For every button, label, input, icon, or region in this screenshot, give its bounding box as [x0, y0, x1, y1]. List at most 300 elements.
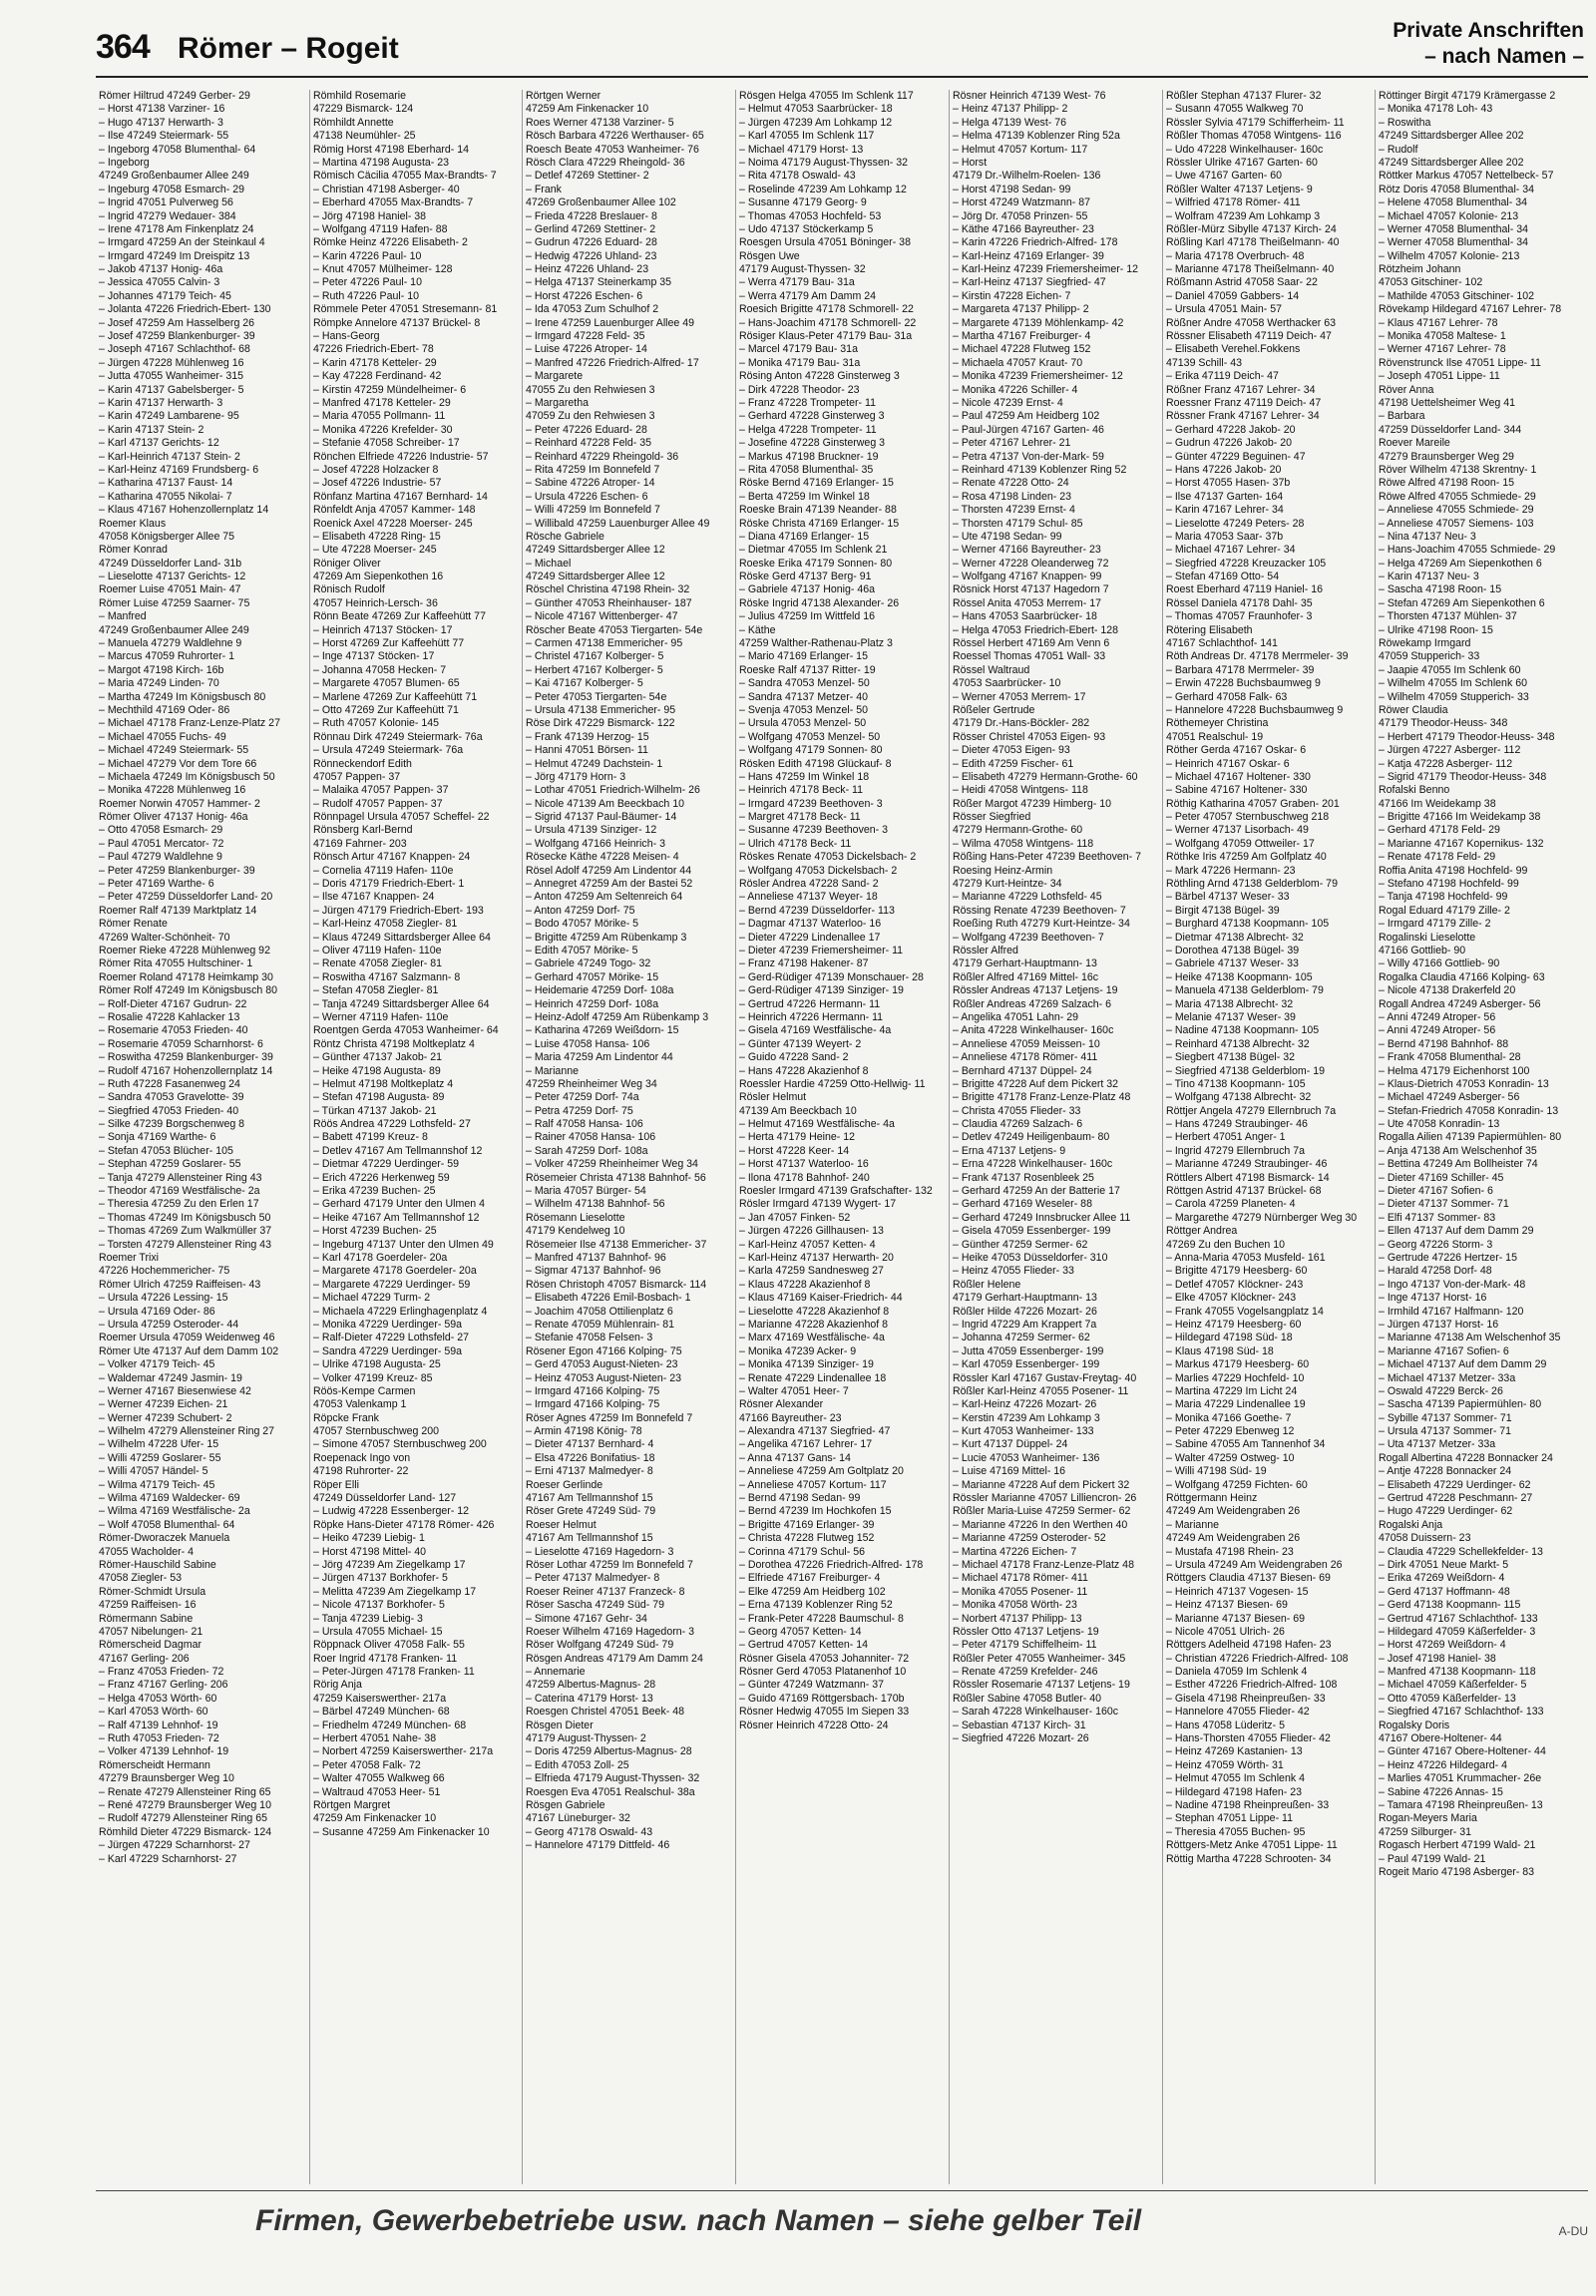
listing-entry: Röpke Hans-Dieter 47178 Römer- 426 [313, 1518, 495, 1531]
listing-entry: Rösecke Käthe 47228 Meisen- 4 [526, 851, 679, 864]
listing-entry: – Siegfried 47138 Gelderblom- 19 [1166, 1064, 1326, 1077]
listing-entry: – Volker 47139 Lehnhof- 19 [99, 1745, 229, 1758]
listing-entry: Rösler Irmgard 47139 Wygert- 17 [739, 1198, 897, 1211]
listing-entry: – Walter 47259 Ostweg- 10 [1166, 1451, 1295, 1464]
listing-entry: – Nicole 47138 Drakerfeld 20 [1379, 984, 1516, 997]
listing-entry: Roesing Heinz-Armin [953, 864, 1053, 877]
listing-entry: – Helga 47139 West- 76 [953, 116, 1067, 129]
listing-entry: Röwe Alfred 47198 Roon- 15 [1379, 477, 1515, 490]
listing-entry: – Harald 47258 Dorf- 48 [1379, 1265, 1492, 1278]
listing-entry: – Erna 47139 Koblenzer Ring 52 [739, 1599, 893, 1612]
listing-entry: – Erika 47269 Weißdorn- 4 [1379, 1572, 1505, 1585]
listing-entry: Rönisch Rudolf [313, 583, 385, 596]
listing-entry: Roer Ingrid 47178 Franken- 11 [313, 1652, 458, 1665]
listing-entry: – Thomas 47249 Im Königsbusch 50 [99, 1211, 271, 1224]
listing-entry: – Herbert 47179 Theodor-Heuss- 348 [1379, 730, 1555, 743]
listing-entry: Rösken Edith 47198 Glückauf- 8 [739, 757, 892, 770]
listing-entry: – Michael 47229 Turm- 2 [313, 1292, 431, 1305]
listing-entry: – Sandra 47229 Uerdinger- 59a [313, 1344, 463, 1357]
listing-column [1162, 90, 1373, 2184]
listing-entry: – Peter-Jürgen 47178 Franken- 11 [313, 1666, 475, 1679]
listing-entry: – Svenja 47053 Menzel- 50 [739, 703, 868, 716]
listing-entry: – Renate 47259 Krefelder- 246 [953, 1666, 1098, 1679]
listing-entry: Röser Wolfgang 47249 Süd- 79 [526, 1639, 674, 1652]
listing-entry: – Heinz 47137 Biesen- 69 [1166, 1599, 1288, 1612]
listing-entry: – Sigrid 47179 Theodor-Heuss- 348 [1379, 770, 1547, 783]
listing-entry: Rogasch Herbert 47199 Wald- 21 [1379, 1839, 1536, 1852]
listing-entry: 47279 Braunsberger Weg 10 [99, 1772, 234, 1785]
listing-entry: – Barbara 47178 Merrmeler- 39 [1166, 663, 1315, 676]
listing-entry: – Marcel 47179 Bau- 31a [739, 343, 858, 356]
listing-entry: Roffia Anita 47198 Hochfeld- 99 [1379, 864, 1528, 877]
listing-entry: – Gerlind 47269 Stettiner- 2 [526, 222, 656, 235]
listing-entry: Röttgen Astrid 47137 Brückel- 68 [1166, 1185, 1322, 1198]
listing-entry: – Helmut 47053 Saarbrücker- 18 [739, 103, 893, 116]
listing-entry: 47279 Braunsberger Weg 29 [1379, 450, 1514, 463]
listing-entry: – Karl-Heinz 47169 Frundsberg- 6 [99, 463, 259, 476]
listing-entry: – Manuela 47279 Waldlehne 9 [99, 637, 242, 650]
listing-entry: – Ingeburg 47058 Esmarch- 29 [99, 183, 245, 195]
listing-entry: 47167 Obere-Holtener- 44 [1379, 1732, 1502, 1745]
listing-entry: Rößeler Gertrude [953, 703, 1035, 716]
listing-entry: Rößler Sabine 47058 Butler- 40 [953, 1692, 1101, 1705]
listing-entry: Roeske Erika 47179 Sonnen- 80 [739, 557, 893, 570]
listing-entry: – Josef 47198 Haniel- 38 [1379, 1652, 1496, 1665]
listing-entry: – Petra 47259 Dorf- 75 [526, 1104, 633, 1117]
listing-entry: Rösemann Lieselotte [526, 1211, 625, 1224]
listing-entry: – Margareta 47137 Philipp- 2 [953, 303, 1089, 316]
listing-entry: – Michael 47249 Asberger- 56 [1379, 1091, 1520, 1104]
listing-entry: – Sarah 47259 Dorf- 108a [526, 1144, 648, 1157]
listing-entry: Roesler Irmgard 47139 Grafschafter- 132 [739, 1185, 933, 1198]
listing-entry: – Markus 47198 Bruckner- 19 [739, 450, 879, 463]
listing-entry: Röper Elli [313, 1478, 359, 1491]
listing-entry: 47198 Uettelsheimer Weg 41 [1379, 396, 1516, 409]
listing-entry: – Franz 47228 Trompeter- 11 [739, 396, 877, 409]
listing-entry: – Ruth 47053 Frieden- 72 [99, 1732, 219, 1745]
listing-entry: – Heinrich 47167 Oskar- 6 [1166, 757, 1290, 770]
listing-entry: – Michael 47179 Horst- 13 [739, 143, 864, 156]
listing-column [522, 90, 732, 2184]
listing-entry: – Johannes 47179 Teich- 45 [99, 289, 231, 302]
listing-entry: – Sandra 47053 Gravelotte- 39 [99, 1091, 244, 1104]
listing-entry: – Jürgen 47229 Scharnhorst- 27 [99, 1839, 250, 1852]
listing-entry: – Horst 47228 Keer- 14 [739, 1144, 850, 1157]
listing-entry: – Monika 47239 Acker- 9 [739, 1344, 857, 1357]
listing-entry: – Frank 47137 Rosenbleek 25 [953, 1171, 1094, 1184]
listing-entry: – Bernd 47198 Sedan- 99 [739, 1492, 861, 1505]
listing-entry: – Jürgen 47137 Horst- 16 [1379, 1318, 1499, 1331]
listing-entry: – Peter 47226 Eduard- 28 [526, 423, 647, 436]
listing-entry: – Jakob 47137 Honig- 46a [99, 263, 223, 276]
listing-entry: – Norbert 47259 Kaiserswerther- 217a [313, 1745, 494, 1758]
listing-entry: – Angelika 47051 Lahn- 29 [953, 1010, 1079, 1023]
listing-entry: – Gerhard 47249 Innsbrucker Allee 11 [953, 1211, 1131, 1224]
listing-entry: – Elfi 47137 Sommer- 83 [1379, 1211, 1496, 1224]
listing-entry: – Josef 47259 Am Hasselberg 26 [99, 316, 255, 329]
listing-entry: – Joachim 47058 Ottilienplatz 6 [526, 1305, 673, 1318]
listing-entry: – Klaus 47228 Akazienhof 8 [739, 1278, 871, 1291]
listing-entry: Röttker Markus 47057 Nettelbeck- 57 [1379, 170, 1554, 183]
listing-entry: – Manfred 47138 Koopmann- 118 [1379, 1666, 1536, 1679]
listing-entry: 47058 Königsberger Allee 75 [99, 530, 235, 543]
listing-entry: – Thorsten 47239 Ernst- 4 [953, 504, 1075, 517]
listing-entry: – Kay 47228 Ferdinand- 42 [313, 370, 442, 383]
listing-entry: – Mathilde 47053 Gitschiner- 102 [1379, 289, 1535, 302]
section-title-line-1: Private Anschriften [1393, 19, 1584, 42]
listing-entry: – Rolf-Dieter 47167 Gudrun- 22 [99, 997, 247, 1010]
listing-entry: – Hans-Joachim 47055 Schmiede- 29 [1379, 544, 1556, 557]
listing-entry: – Werner 47166 Bayreuther- 23 [953, 544, 1101, 557]
listing-entry: – Horst 47138 Varziner- 16 [99, 103, 225, 116]
listing-entry: Rößler Karl-Heinz 47055 Posener- 11 [953, 1384, 1129, 1397]
listing-entry: Rössner Elisabeth 47119 Deich- 47 [1166, 330, 1332, 343]
listing-entry: 47167 Schlachthof- 141 [1166, 637, 1278, 650]
listing-entry: Römig Horst 47198 Eberhard- 14 [313, 143, 470, 156]
listing-entry: – Volker 47259 Rheinheimer Weg 34 [526, 1158, 698, 1171]
listing-entry: – Klaus 47167 Lehrer- 78 [1379, 316, 1498, 329]
listing-entry: – Tanja 47239 Liebig- 3 [313, 1612, 423, 1625]
listing-entry: – Maria 47178 Overbruch- 48 [1166, 249, 1305, 262]
listing-entry: Roesgen Christel 47051 Beek- 48 [526, 1706, 685, 1719]
listing-entry: – Monika 47226 Schiller- 4 [953, 383, 1078, 396]
listing-entry: – Ursula 47139 Sinziger- 12 [526, 824, 657, 837]
section-title-line-2: – nach Namen – [1424, 45, 1584, 68]
listing-entry: – Inge 47137 Stöcken- 17 [313, 650, 435, 663]
listing-entry: 47279 Hermann-Grothe- 60 [953, 824, 1083, 837]
listing-entry: – Rosemarie 47059 Scharnhorst- 6 [99, 1037, 263, 1050]
listing-entry: – Michael 47057 Kolonie- 213 [1379, 209, 1519, 222]
listing-entry: Röös-Kempe Carmen [313, 1384, 416, 1397]
listing-entry: – Erna 47137 Letjens- 9 [953, 1144, 1066, 1157]
listing-entry: Röttgers Adelheid 47198 Hafen- 23 [1166, 1639, 1332, 1652]
listing-entry: 47249 Sittardsberger Allee 12 [526, 571, 665, 583]
listing-entry: – Michael 47167 Lehrer- 34 [1166, 544, 1296, 557]
listing-entry: – Guido 47169 Röttgersbach- 170b [739, 1692, 905, 1705]
listing-entry: – Werra 47179 Am Damm 24 [739, 289, 876, 302]
listing-entry: – Thorsten 47179 Schul- 85 [953, 517, 1083, 530]
listing-entry: – Peter 47167 Lehrer- 21 [953, 437, 1071, 450]
listing-entry: – Gabriele 47137 Weser- 33 [1166, 957, 1299, 970]
listing-entry: – Klaus 47198 Süd- 18 [1166, 1344, 1274, 1357]
listing-entry: – Georg 47226 Storm- 3 [1379, 1238, 1493, 1251]
listing-entry: – Dietmar 47055 Im Schlenk 21 [739, 544, 888, 557]
listing-entry: 47179 Dr.-Hans-Böckler- 282 [953, 717, 1090, 730]
listing-entry: – Gerd-Rüdiger 47139 Sinziger- 19 [739, 984, 904, 997]
listing-entry: – Sigrid 47137 Paul-Bäumer- 14 [526, 811, 677, 824]
listing-entry: – Alexandra 47137 Siegfried- 47 [739, 1425, 891, 1438]
listing-entry: Roemer Rieke 47228 Mühlenweg 92 [99, 945, 270, 957]
listing-entry: – Claudia 47229 Schellekfelder- 13 [1379, 1545, 1543, 1558]
listing-entry: – Anneliese 47137 Weyer- 18 [739, 891, 878, 904]
listing-entry: – Susann 47055 Walkweg 70 [1166, 103, 1304, 116]
listing-entry: 47053 Valenkamp 1 [313, 1398, 407, 1411]
listing-entry: – Stefan 47169 Otto- 54 [1166, 571, 1280, 583]
listing-entry: – Michael 47059 Käßerfelder- 5 [1379, 1679, 1527, 1692]
listing-entry: – Udo 47228 Winkelhauser- 160c [1166, 143, 1324, 156]
listing-entry: – Elisabeth 47229 Uerdinger- 62 [1379, 1478, 1531, 1491]
listing-entry: – Gerhard 47179 Unter den Ulmen 4 [313, 1198, 485, 1211]
listing-entry: – Bernd 47239 Düsseldorfer- 113 [739, 904, 895, 917]
listing-entry: – Joseph 47051 Lippe- 11 [1379, 370, 1500, 383]
listing-entry: – Ingo 47137 Von-der-Mark- 48 [1379, 1278, 1526, 1291]
listing-entry: – Günter 47229 Beguinen- 47 [1166, 450, 1306, 463]
listing-entry: Röthling Arnd 47138 Gelderblom- 79 [1166, 878, 1338, 891]
listing-entry: – Ilse 47137 Garten- 164 [1166, 490, 1284, 503]
listing-entry: Rössler Karl 47167 Gustav-Freytag- 40 [953, 1371, 1137, 1384]
listing-entry: – Ruth 47228 Fasanenweg 24 [99, 1077, 240, 1090]
listing-entry: – Hans-Joachim 47178 Schmorell- 22 [739, 316, 917, 329]
listing-entry: 47226 Hochemmericher- 75 [99, 1265, 230, 1278]
listing-entry: 47226 Friedrich-Ebert- 78 [313, 343, 434, 356]
listing-entry: Rösch Clara 47229 Rheingold- 36 [526, 156, 685, 169]
listing-entry: Rösemeier Christa 47138 Bahnhof- 56 [526, 1171, 706, 1184]
listing-entry: – Hans-Thorsten 47055 Flieder- 42 [1166, 1732, 1331, 1745]
listing-entry: – Ulrike 47198 Roon- 15 [1379, 623, 1493, 636]
listing-entry: – Christa 47055 Flieder- 33 [953, 1104, 1081, 1117]
listing-entry: Röthemeyer Christina [1166, 717, 1269, 730]
listing-entry: 47259 Am Finkenacker 10 [313, 1812, 437, 1825]
listing-entry: – Sandra 47053 Menzel- 50 [739, 677, 870, 690]
listing-entry: Rogall Andrea 47249 Asberger- 56 [1379, 997, 1541, 1010]
listing-entry: – Cornelia 47119 Hafen- 110e [313, 864, 454, 877]
listing-entry: 47249 Düsseldorfer Land- 127 [313, 1492, 457, 1505]
listing-entry: – Annemarie [526, 1666, 586, 1679]
listing-entry: – Klaus-Dietrich 47053 Konradin- 13 [1379, 1077, 1549, 1090]
listing-entry: – Gisela 47198 Rheinpreußen- 33 [1166, 1692, 1326, 1705]
listing-entry: – Anni 47249 Atroper- 56 [1379, 1024, 1496, 1037]
listing-entry: – Sonja 47169 Warthe- 6 [99, 1131, 216, 1144]
listing-entry: – Irmgard 47259 An der Steinkaul 4 [99, 236, 265, 249]
listing-entry: – Anneliese 47178 Römer- 411 [953, 1051, 1098, 1064]
listing-entry: – Rita 47178 Oswald- 43 [739, 170, 856, 183]
listing-entry: – Jan 47057 Finken- 52 [739, 1211, 851, 1224]
listing-entry: Roeser Gerlinde [526, 1478, 603, 1491]
listing-entry: – Karl 47229 Scharnhorst- 27 [99, 1852, 237, 1865]
listing-entry: – Elisabeth 47279 Hermann-Grothe- 60 [953, 770, 1138, 783]
listing-entry: – Ursula 47053 Menzel- 50 [739, 717, 867, 730]
listing-entry: – Roswitha 47259 Blankenburger- 39 [99, 1051, 273, 1064]
listing-entry: Rötz Doris 47058 Blumenthal- 34 [1379, 183, 1535, 195]
listing-entry: – Detlev 47249 Heiligenbaum- 80 [953, 1131, 1110, 1144]
listing-entry: – Uta 47137 Metzer- 33a [1379, 1438, 1496, 1451]
listing-entry: – Gerhard 47178 Feld- 29 [1379, 824, 1500, 837]
listing-entry: – Ingeborg [99, 156, 150, 169]
listing-entry: Rößler Walter 47137 Letjens- 9 [1166, 183, 1313, 195]
listing-entry: – Ingrid 47051 Pulverweg 56 [99, 196, 233, 209]
listing-entry: Rössel Waltraud [953, 663, 1030, 676]
listing-entry: – Sigmar 47137 Bahnhof- 96 [526, 1265, 661, 1278]
listing-entry: – Brigitte 47228 Auf dem Pickert 32 [953, 1077, 1119, 1090]
listing-entry: – Helga 47137 Steinerkamp 35 [526, 276, 672, 289]
listing-entry: – Bernd 47198 Bahnhof- 88 [1379, 1037, 1509, 1050]
listing-entry: – Monika 47226 Krefelder- 30 [313, 423, 453, 436]
listing-entry: Rösner Alexander [739, 1398, 824, 1411]
listing-entry: Röske Christa 47169 Erlanger- 15 [739, 517, 900, 530]
listing-entry: – Irmgard 47179 Zille- 2 [1379, 918, 1491, 931]
listing-entry: – Luise 47058 Hansa- 106 [526, 1037, 650, 1050]
listing-entry: Römer-Schmidt Ursula [99, 1585, 206, 1598]
listing-entry: – Nicole 47239 Ernst- 4 [953, 396, 1063, 409]
listing-entry: – Susanne 47179 Georg- 9 [739, 196, 867, 209]
listing-entry: Röser Agnes 47259 Im Bonnefeld 7 [526, 1411, 693, 1424]
listing-entry: – Rita 47058 Blumenthal- 35 [739, 463, 874, 476]
listing-entry: – Hans 47249 Straubinger- 46 [1166, 1118, 1308, 1131]
listing-entry: Römerscheidt Hermann [99, 1758, 210, 1771]
listing-entry: – Frank [526, 183, 562, 195]
listing-entry: – Irmgard 47249 Im Dreispitz 13 [99, 249, 250, 262]
listing-entry: – Udo 47137 Stöckerkamp 5 [739, 222, 874, 235]
listing-entry: – Irmgard 47228 Feld- 35 [526, 330, 645, 343]
listing-entry: – Gerhard 47058 Falk- 63 [1166, 690, 1288, 703]
listing-entry: – Werner 47058 Blumenthal- 34 [1379, 222, 1528, 235]
listing-entry: Römke Heinz 47226 Elisabeth- 2 [313, 236, 468, 249]
listing-entry: Rogal Eduard 47179 Zille- 2 [1379, 904, 1510, 917]
listing-entry: – Gerhard 47228 Jakob- 20 [1166, 423, 1296, 436]
listing-entry: Römhildt Annette [313, 116, 394, 129]
listing-entry: – Nadine 47198 Rheinpreußen- 33 [1166, 1799, 1330, 1811]
listing-entry: – Simone 47057 Sternbuschweg 200 [313, 1438, 487, 1451]
listing-entry: 47269 Walter-Schönheit- 70 [99, 931, 230, 944]
listing-entry: – Siegfried 47226 Mozart- 26 [953, 1732, 1089, 1745]
listing-entry: – Ursula 47051 Main- 57 [1166, 303, 1283, 316]
listing-entry: Rörtgen Werner [526, 90, 601, 102]
listing-entry: Röwer Claudia [1379, 703, 1448, 716]
listing-entry: Rösing Anton 47228 Ginsterweg 3 [739, 370, 900, 383]
listing-entry: – Marlies 47229 Hochfeld- 10 [1166, 1371, 1305, 1384]
listing-entry: – Ingrid 47279 Ellernbruch 7a [1166, 1144, 1305, 1157]
listing-entry: – Carola 47259 Planeten- 4 [1166, 1198, 1296, 1211]
listing-entry: Rogan-Meyers Maria [1379, 1812, 1477, 1825]
listing-entry: – Günther 47137 Jakob- 21 [313, 1051, 442, 1064]
listing-entry: 47057 Pappen- 37 [313, 770, 401, 783]
listing-entry: – Paul-Jürgen 47167 Garten- 46 [953, 423, 1104, 436]
listing-entry: 47259 Rheinheimer Weg 34 [526, 1077, 657, 1090]
listing-entry: – Manuela 47138 Gelderblom- 79 [1166, 984, 1324, 997]
listing-entry: Roemer Roland 47178 Heimkamp 30 [99, 970, 273, 983]
listing-entry: – Karin 47226 Paul- 10 [313, 249, 422, 262]
listing-entry: – Lieselotte 47228 Akazienhof 8 [739, 1305, 890, 1318]
listing-entry: – Mark 47226 Hermann- 23 [1166, 864, 1296, 877]
listing-entry: – Willi 47057 Händel- 5 [99, 1465, 208, 1478]
listing-entry: Römer Rolf 47249 Im Königsbusch 80 [99, 984, 278, 997]
listing-entry: Röttgermann Heinz [1166, 1492, 1258, 1505]
listing-entry: – Gerd 47138 Koopmann- 115 [1379, 1599, 1521, 1612]
listing-entry: – Erika 47239 Buchen- 25 [313, 1185, 436, 1198]
listing-entry: – Christian 47198 Asberger- 40 [313, 183, 460, 195]
listing-entry: – Wilhelm 47055 Im Schlenk 60 [1379, 677, 1527, 690]
listing-entry: Rösler Andrea 47228 Sand- 2 [739, 878, 879, 891]
listing-entry: – Marianne 47229 Lothsfeld- 45 [953, 891, 1102, 904]
listing-entry: – Detlef 47269 Stettiner- 2 [526, 170, 649, 183]
listing-entry: Rössler Marianne 47057 Lilliencron- 26 [953, 1492, 1137, 1505]
listing-entry: – Lieselotte 47169 Hagedorn- 3 [526, 1545, 674, 1558]
listing-entry: Rössler Sylvia 47179 Schifferheim- 11 [1166, 116, 1345, 129]
listing-entry: – Noima 47179 August-Thyssen- 32 [739, 156, 909, 169]
listing-entry: Roesch Beate 47053 Wanheimer- 76 [526, 143, 699, 156]
listing-entry: – Daniel 47059 Gabbers- 14 [1166, 289, 1300, 302]
listing-entry: – Werner 47119 Hafen- 110e [313, 1010, 449, 1023]
listing-entry: – Waldemar 47249 Jasmin- 19 [99, 1371, 242, 1384]
listing-entry: – Norbert 47137 Philipp- 13 [953, 1612, 1082, 1625]
listing-entry: – Michael 47249 Steiermark- 55 [99, 744, 249, 757]
listing-entry: – Elfriede 47167 Freiburger- 4 [739, 1572, 881, 1585]
listing-entry: – Stefan 47058 Ziegler- 81 [313, 984, 439, 997]
listing-entry: 47051 Realschul- 19 [1166, 730, 1264, 743]
listing-entry: – Karl-Heinz 47239 Friemersheimer- 12 [953, 263, 1139, 276]
listing-entry: 47249 Großenbaumer Allee 249 [99, 170, 249, 183]
listing-entry: – Sascha 47198 Roon- 15 [1379, 583, 1502, 596]
listing-entry: – Jürgen 47227 Asberger- 112 [1379, 744, 1521, 757]
listing-entry: Rösgen Helga 47055 Im Schlenk 117 [739, 90, 914, 102]
listing-entry: – Torsten 47279 Allensteiner Ring 43 [99, 1238, 271, 1251]
listing-entry: – Stephan 47051 Lippe- 11 [1166, 1812, 1294, 1825]
listing-entry: – Markus 47179 Heesberg- 60 [1166, 1358, 1310, 1371]
listing-entry: – Michael 47178 Römer- 411 [953, 1572, 1088, 1585]
listing-entry: Römer Renate [99, 918, 168, 931]
listing-entry: Rößner Franz 47167 Lehrer- 34 [1166, 383, 1316, 396]
listing-entry: Rössler Ulrike 47167 Garten- 60 [1166, 156, 1318, 169]
listing-entry: Römhild Dieter 47229 Bismarck- 124 [99, 1825, 272, 1838]
listing-entry: – Herbert 47051 Nahe- 38 [313, 1732, 437, 1745]
listing-entry: – Marianne 47137 Biesen- 69 [1166, 1612, 1305, 1625]
listing-entry: – Josefine 47228 Ginsterweg 3 [739, 437, 886, 450]
listing-entry: Roessel Thomas 47051 Wall- 33 [953, 650, 1106, 663]
listing-entry: – Ursula 47226 Lessing- 15 [99, 1292, 228, 1305]
listing-entry: Röttgers-Metz Anke 47051 Lippe- 11 [1166, 1839, 1338, 1852]
listing-column [309, 90, 520, 2184]
listing-entry: – Wolfgang 47138 Albrecht- 32 [1166, 1091, 1312, 1104]
listing-entry: – Elke 47259 Am Heidberg 102 [739, 1585, 886, 1598]
listing-entry: – Stefan-Friedrich 47058 Konradin- 13 [1379, 1104, 1559, 1117]
listing-entry: Rößner Andre 47058 Werthacker 63 [1166, 316, 1336, 329]
listing-entry: – Nicole 47051 Ulrich- 26 [1166, 1625, 1285, 1638]
listing-entry: – Wolfgang 47053 Dickelsbach- 2 [739, 864, 898, 877]
listing-entry: – Heike 47053 Düsseldorfer- 310 [953, 1251, 1108, 1264]
listing-entry: – Renate 47229 Lindenallee 18 [739, 1371, 887, 1384]
listing-entry: 47179 August-Thyssen- 2 [526, 1732, 646, 1745]
listing-entry: 47259 Silburger- 31 [1379, 1825, 1472, 1838]
listing-entry: 47139 Schill- 43 [1166, 356, 1242, 369]
listing-entry: – Siegfried 47053 Frieden- 40 [99, 1104, 239, 1117]
listing-entry: – Heinrich 47137 Vogesen- 15 [1166, 1585, 1309, 1598]
listing-entry: – Heinz 47053 August-Nieten- 23 [526, 1371, 682, 1384]
listing-entry: Roeßing Ruth 47279 Kurt-Heintze- 34 [953, 918, 1130, 931]
listing-entry: – Jaapie 47055 Im Schlenk 60 [1379, 663, 1521, 676]
listing-entry: – Theresia 47259 Zu den Erlen 17 [99, 1198, 259, 1211]
listing-entry: – Jörg Dr. 47058 Prinzen- 55 [953, 209, 1088, 222]
listing-entry: – Edith 47259 Fischer- 61 [953, 757, 1074, 770]
listing-entry: – Ulrike 47198 Augusta- 25 [313, 1358, 441, 1371]
listing-entry: – Helga 47228 Trompeter- 11 [739, 423, 877, 436]
listing-entry: – Peter 47259 Düsseldorfer Land- 20 [99, 891, 273, 904]
listing-entry: – Karl-Heinz 47169 Erlanger- 39 [953, 249, 1104, 262]
page-number: 364 [96, 28, 150, 66]
listing-entry: – Wilhelm 47138 Bahnhof- 56 [526, 1198, 665, 1211]
listing-entry: – Bärbel 47137 Weser- 33 [1166, 891, 1290, 904]
listing-entry: 47259 Albertus-Magnus- 28 [526, 1679, 656, 1692]
listing-entry: – Sabine 47167 Holtener- 330 [1166, 784, 1308, 797]
listing-entry: – Irene 47259 Lauenburger Allee 49 [526, 316, 695, 329]
listing-entry: – Rudolf 47057 Pappen- 37 [313, 797, 443, 810]
listing-entry: Roemer Norwin 47057 Hammer- 2 [99, 797, 260, 810]
listing-entry: – Günter 47249 Watzmann- 37 [739, 1679, 885, 1692]
listing-entry: – Diana 47169 Erlanger- 15 [739, 530, 870, 543]
listing-entry: – Anni 47249 Atroper- 56 [1379, 1010, 1496, 1023]
listing-entry: – Wilhelm 47228 Ufer- 15 [99, 1438, 219, 1451]
listing-entry: Rörtgen Margret [313, 1799, 391, 1811]
listing-entry: – Luise 47226 Atroper- 14 [526, 343, 647, 356]
